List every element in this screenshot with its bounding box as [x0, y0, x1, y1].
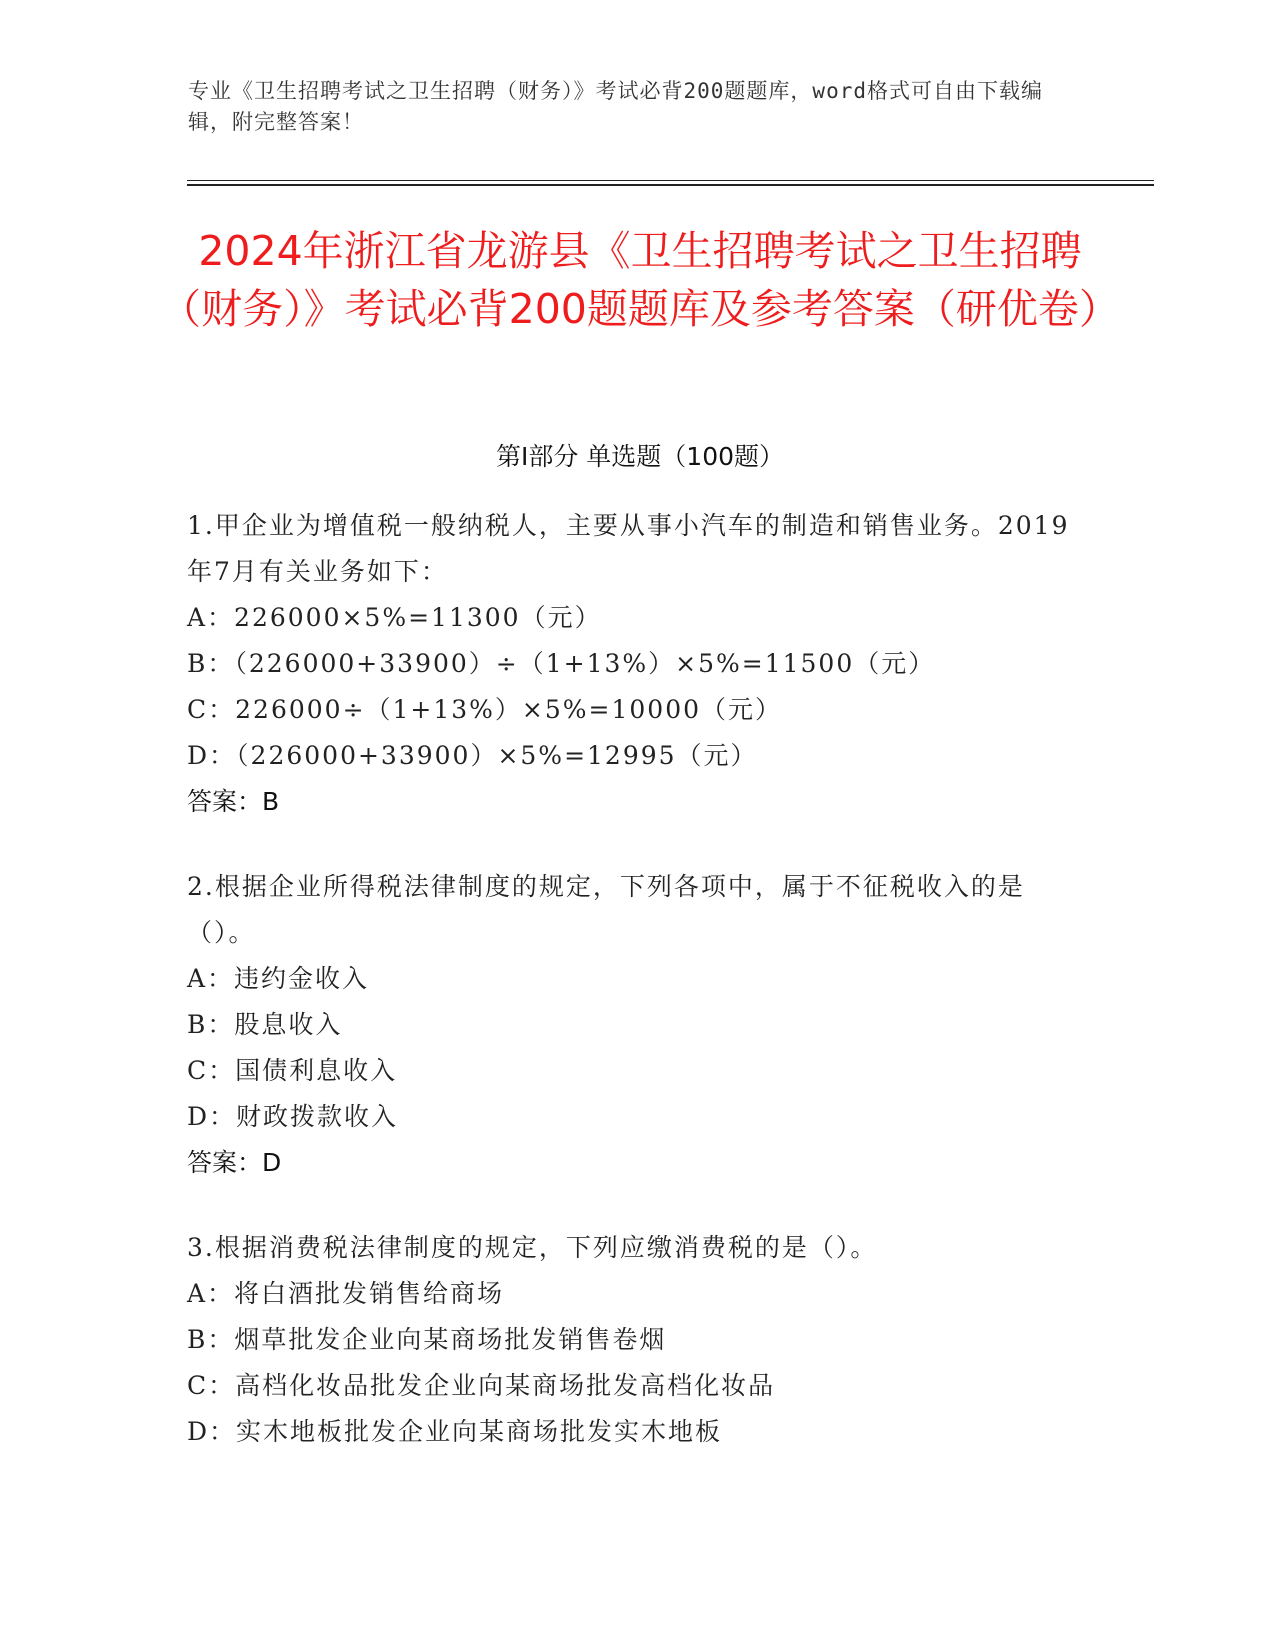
- option-d: D：实木地板批发企业向某商场批发实木地板: [187, 1417, 723, 1446]
- question-2: [187, 864, 1087, 1186]
- option-d: D：财政拨款收入: [187, 1102, 399, 1131]
- question-1: [187, 503, 1087, 825]
- option-a: A：违约金收入: [187, 964, 370, 993]
- option-c: C：高档化妆品批发企业向某商场批发高档化妆品: [187, 1371, 776, 1400]
- header-divider-thin: [187, 180, 1154, 181]
- option-d: D：（226000+33900）×5%=12995（元）: [187, 741, 758, 770]
- option-a: A：将白酒批发销售给商场: [187, 1279, 505, 1308]
- document-title: 2024年浙江省龙游县《卫生招聘考试之卫生招聘（财务）》考试必背200题题库及参考答案（研优卷）: [160, 227, 1120, 333]
- header-note: 专业《卫生招聘考试之卫生招聘（财务）》考试必背200题题库，word格式可自由下载编辑，附完整答案！: [188, 79, 1043, 134]
- answer-line: 答案：B: [187, 787, 280, 816]
- header-divider-thick: [187, 184, 1154, 186]
- section-heading: 第Ⅰ部分 单选题（100题）: [495, 442, 785, 471]
- option-c: C：226000÷（1+13%）×5%=10000（元）: [187, 695, 783, 724]
- answer-line: 答案：D: [187, 1148, 282, 1177]
- question-stem: 1.甲企业为增值税一般纳税人，主要从事小汽车的制造和销售业务。2019年7月有关业务如下：: [187, 511, 1070, 586]
- option-a: A：226000×5%=11300（元）: [187, 603, 602, 632]
- option-b: B：股息收入: [187, 1010, 343, 1039]
- option-c: C：国债利息收入: [187, 1056, 398, 1085]
- question-stem: 2.根据企业所得税法律制度的规定，下列各项中，属于不征税收入的是（）。: [187, 872, 1025, 947]
- question-stem: 3.根据消费税法律制度的规定，下列应缴消费税的是（）。: [187, 1233, 878, 1262]
- option-b: B：烟草批发企业向某商场批发销售卷烟: [187, 1325, 667, 1354]
- question-3: [187, 1225, 1087, 1455]
- option-b: B：（226000+33900）÷（1+13%）×5%=11500（元）: [187, 649, 936, 678]
